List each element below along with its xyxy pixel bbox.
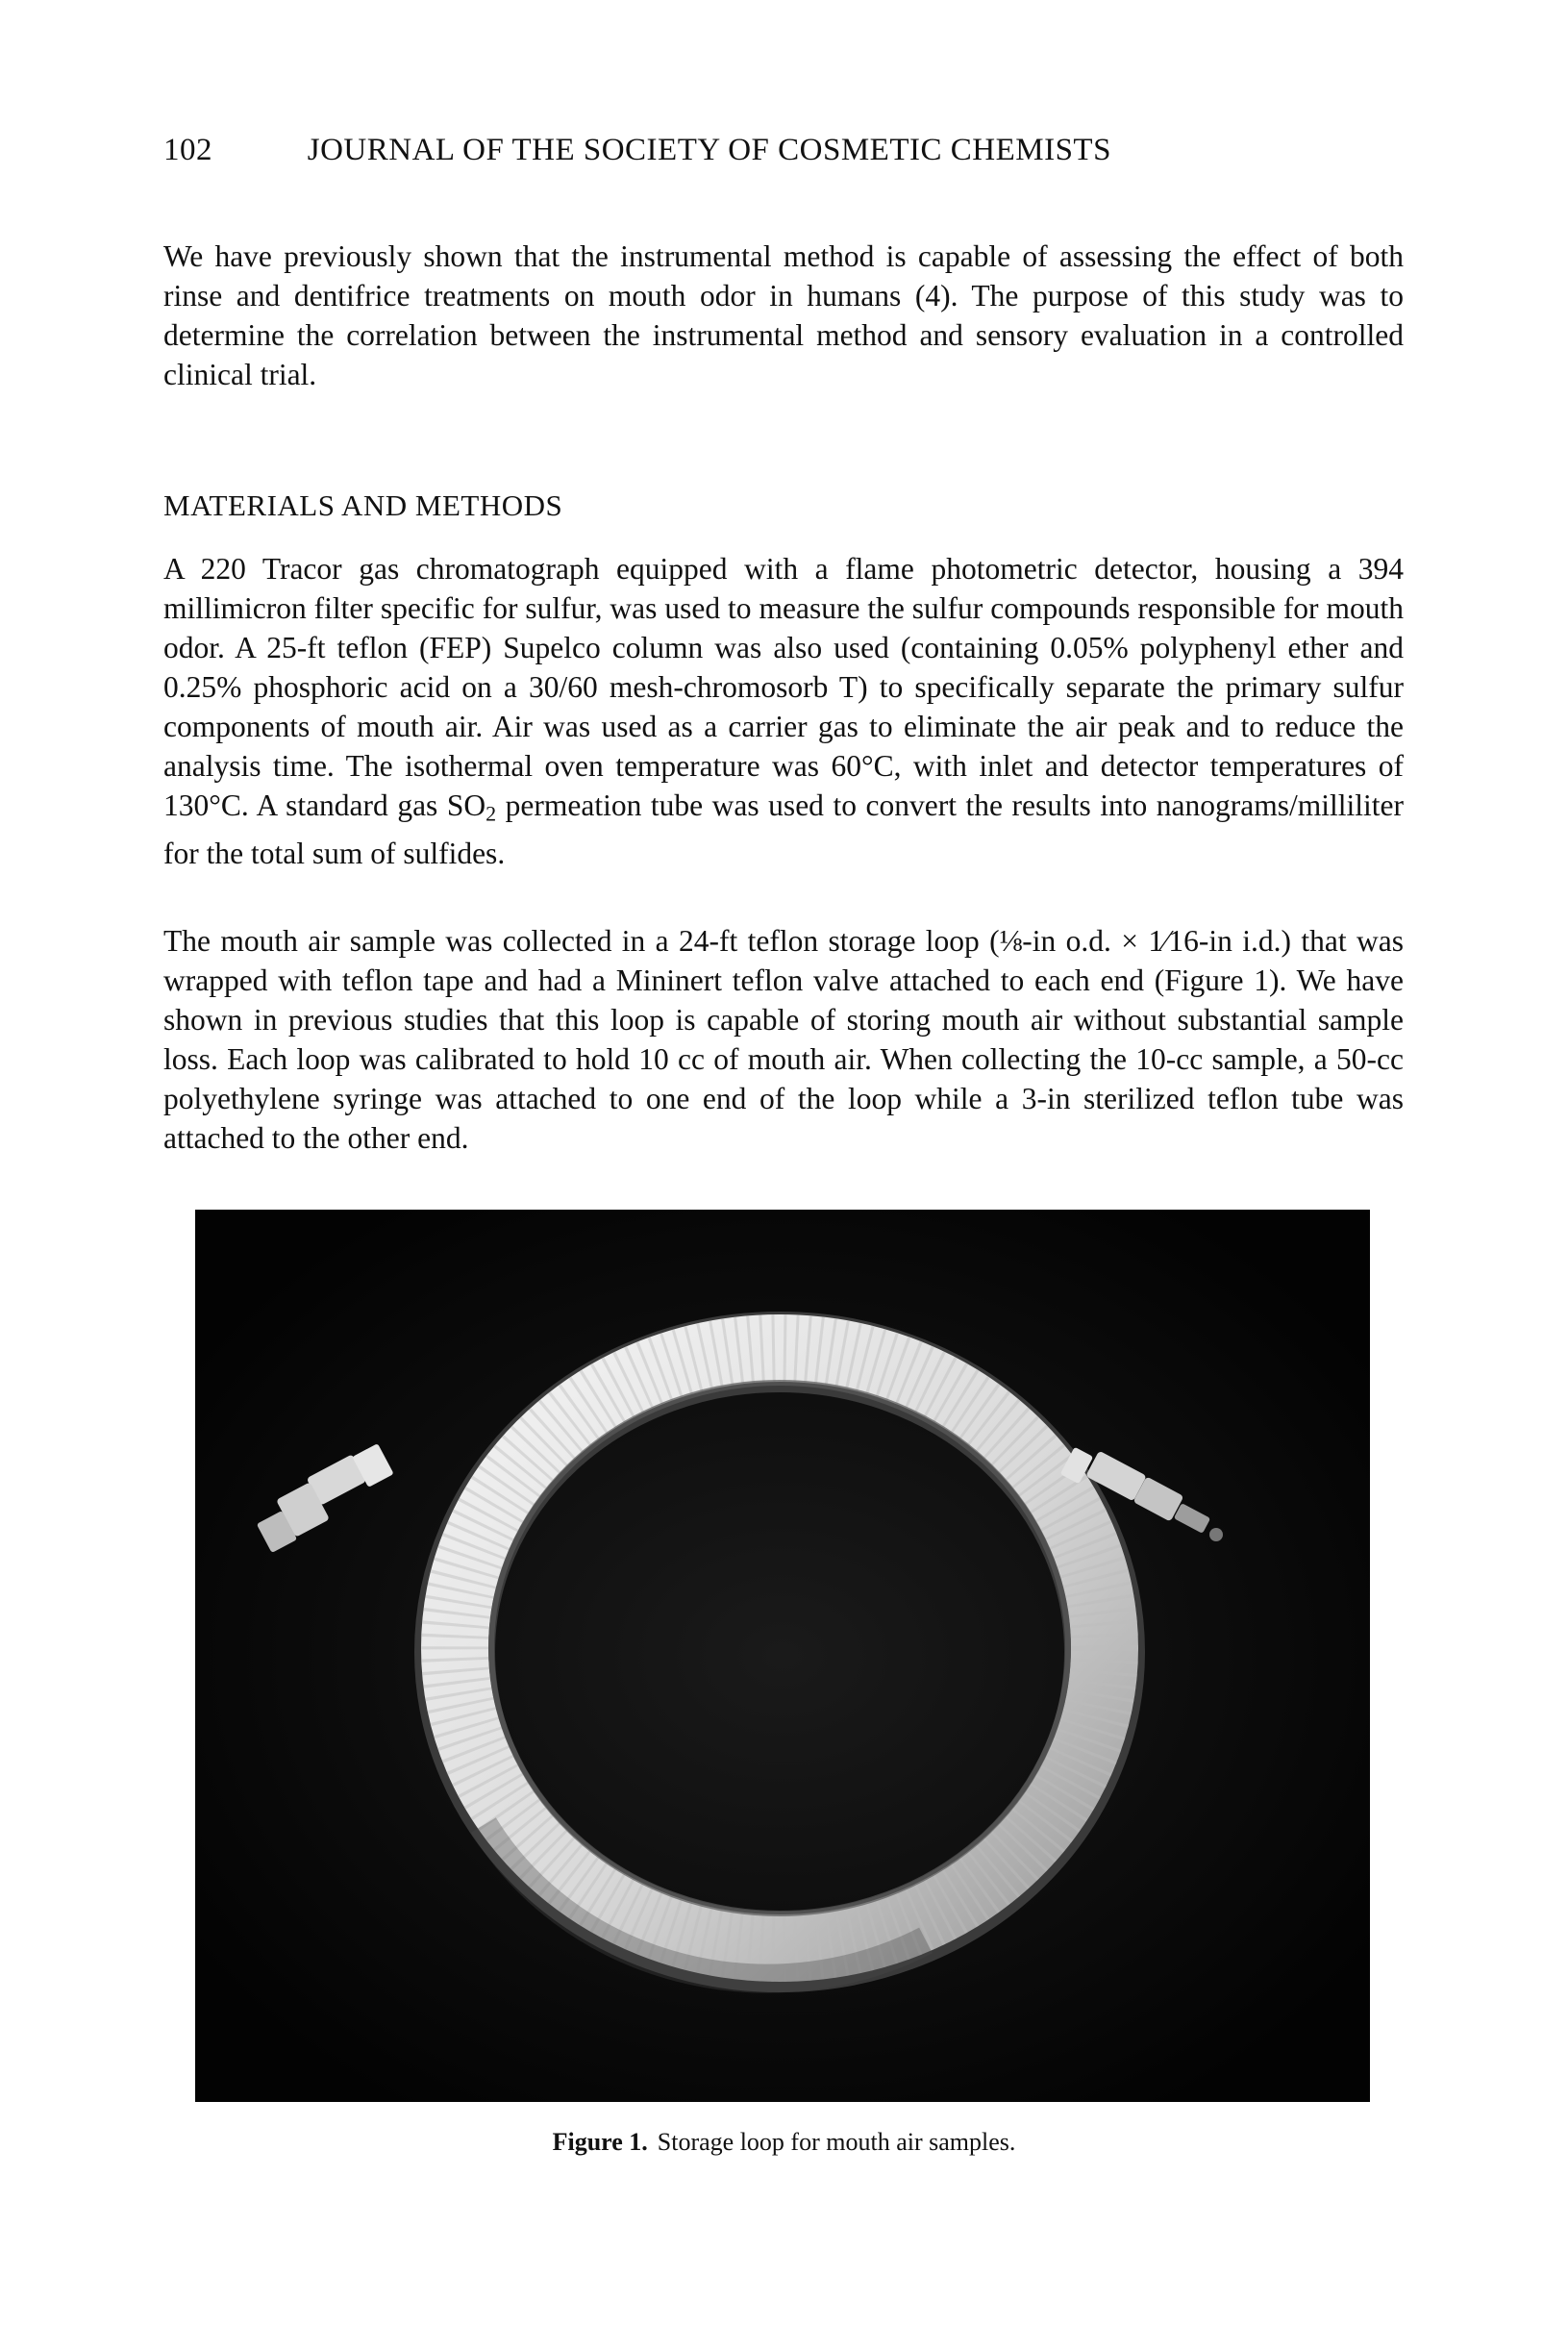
section-heading: MATERIALS AND METHODS (163, 488, 563, 522)
methods-paragraph-1 (163, 549, 1404, 873)
storage-loop-illustration (195, 1210, 1370, 2102)
figure-label: Figure 1. (552, 2128, 648, 2156)
figure-caption (0, 2128, 1568, 2157)
page-number: 102 (163, 133, 212, 167)
journal-title: JOURNAL OF THE SOCIETY OF COSMETIC CHEMISTS (307, 133, 1111, 167)
running-header (163, 133, 1111, 168)
intro-paragraph: We have previously shown that the instrumental method is capable of assessing the effect of both rinse and dentifrice treatments on mouth odor in humans (4). The purpose of this study was to determine the correlation between the instrumental method and sensory evaluation in a controlled clinical trial. (163, 239, 1404, 391)
paragraph-text-after-subscript: permeation tube was used to convert the results into nanograms/milliliter for the total sum of sulfides. (163, 788, 1404, 870)
so2-subscript: 2 (485, 801, 497, 826)
methods-paragraph-2: The mouth air sample was collected in a 24-ft teflon storage loop (⅛-in o.d. × 1⁄16-in i.d.) that was wrapped with teflon tape and had a Mininert teflon valve attached to each end (Figure 1). We have shown in previous studies that this loop is capable of storing mouth air without substantial sample loss. Each loop was calibrated to hold 10 cc of mouth air. When collecting the 10-cc sample, a 50-cc polyethylene syringe was attached to one end of the loop while a 3-in sterilized teflon tube was attached to the other end. (163, 924, 1404, 1155)
figure-1-photo (195, 1210, 1370, 2102)
figure-caption-text: Storage loop for mouth air samples. (657, 2128, 1016, 2156)
paragraph-text-before-subscript: A 220 Tracor gas chromatograph equipped with a flame photometric detector, housing a 394 millimicron filter specific for sulfur, was used to measure the sulfur compounds responsible for mouth odor. A 25-ft teflon (FEP) Supelco column was also used (containing 0.05% polyphenyl ether and 0.25% phosphoric acid on a 30/60 mesh-chromosorb T) to specifically separate the primary sulfur components of mouth air. Air was used as a carrier gas to eliminate the air peak and to reduce the analysis time. The isothermal oven temperature was 60°C, with inlet and detector temperatures of 130°C. A standard gas SO (163, 552, 1404, 822)
